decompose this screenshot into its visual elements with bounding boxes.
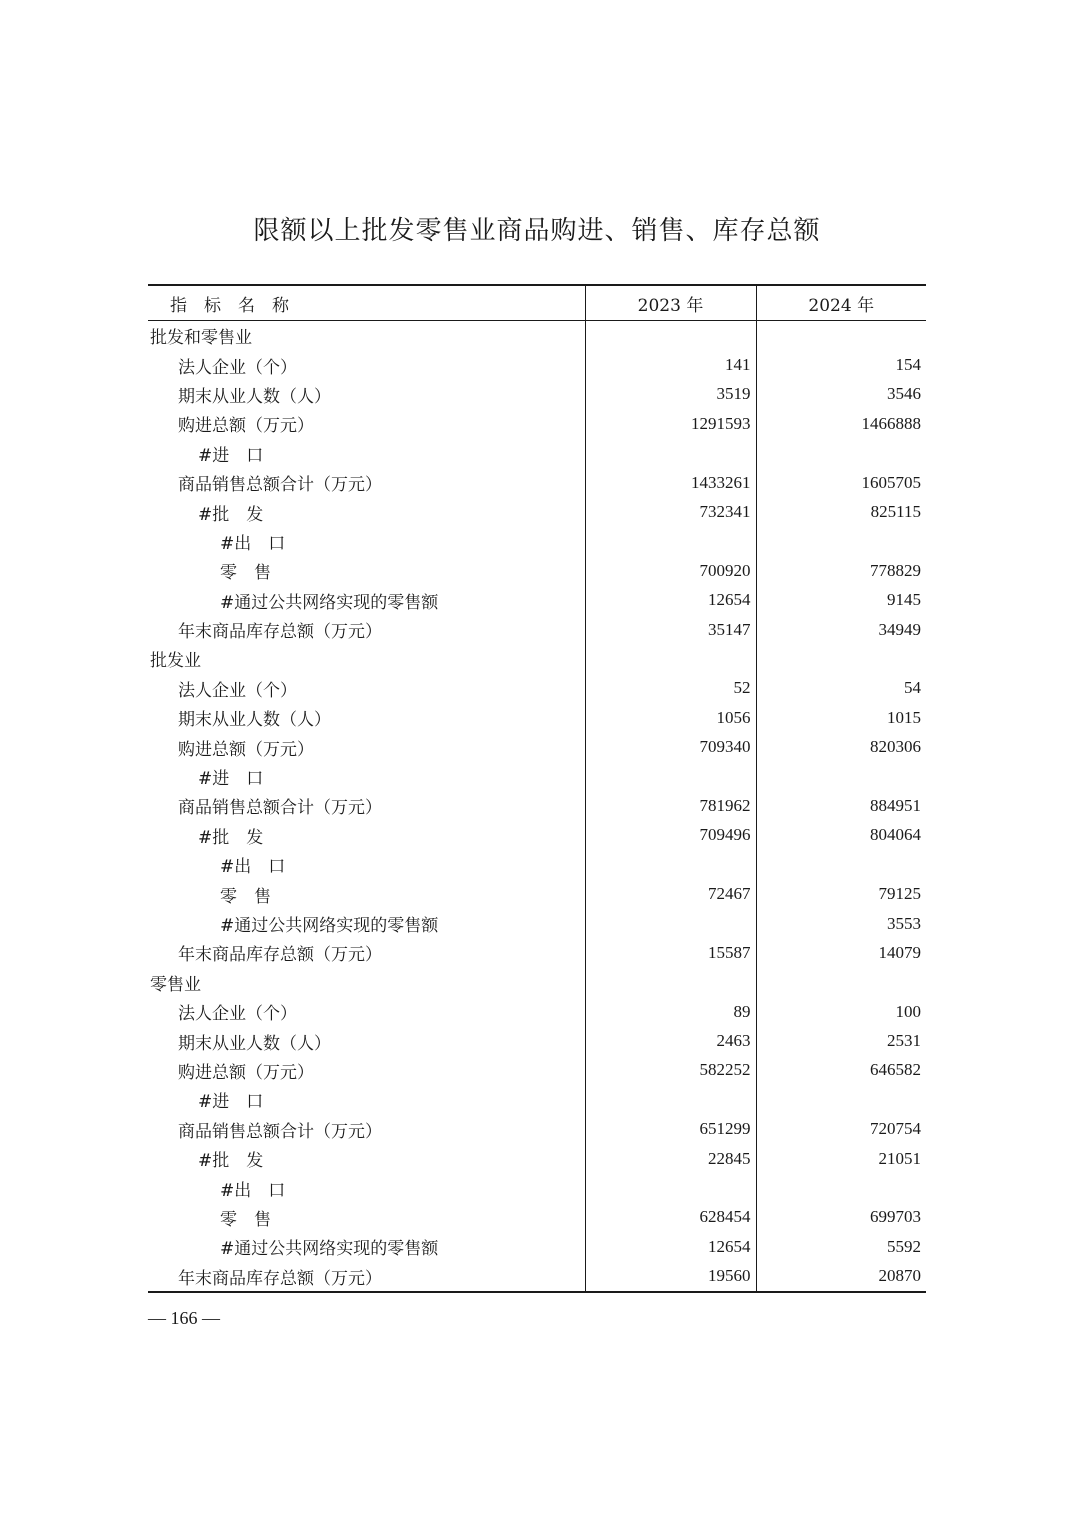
row-label: #进 口 [198, 445, 264, 466]
value-2023: 12654 [585, 586, 756, 615]
value-2024: 825115 [756, 497, 926, 526]
value-2024: 5592 [756, 1232, 926, 1261]
table-row [148, 1232, 926, 1261]
row-label: 零 售 [220, 886, 271, 907]
table-row [148, 468, 926, 497]
row-label: 法人企业（个） [178, 357, 297, 378]
table-row [148, 615, 926, 644]
page-title: 限额以上批发零售业商品购进、销售、库存总额 [253, 216, 821, 246]
value-2024 [756, 527, 926, 556]
value-2023: 582252 [585, 1056, 756, 1085]
table-row [148, 439, 926, 468]
row-label: #通过公共网络实现的零售额 [220, 1239, 439, 1260]
row-label: 年末商品库存总额（万元） [148, 1262, 585, 1292]
table-row [148, 703, 926, 732]
table-row [148, 997, 926, 1026]
table-row [148, 938, 926, 967]
value-2024: 778829 [756, 556, 926, 585]
value-2024: 3546 [756, 380, 926, 409]
row-label: 期末从业人数（人） [178, 1033, 331, 1054]
value-2024: 21051 [756, 1144, 926, 1173]
row-label: 期末从业人数（人） [178, 386, 331, 407]
value-2023: 709340 [585, 732, 756, 761]
row-label: #进 口 [198, 769, 264, 790]
row-label: #批 发 [198, 1151, 264, 1172]
table-row [148, 1144, 926, 1173]
value-2024 [756, 1173, 926, 1202]
value-2023: 651299 [585, 1115, 756, 1144]
value-2023: 72467 [585, 879, 756, 908]
value-2023 [585, 1085, 756, 1114]
value-2023: 15587 [585, 938, 756, 967]
value-2024 [756, 762, 926, 791]
value-2023 [585, 850, 756, 879]
value-2024 [756, 968, 926, 997]
stats-table [148, 284, 926, 1293]
table-row [148, 586, 926, 615]
row-label: 商品销售总额合计（万元） [178, 798, 382, 819]
value-2024: 720754 [756, 1115, 926, 1144]
table-row [148, 380, 926, 409]
table-row [148, 791, 926, 820]
table-row [148, 1203, 926, 1232]
value-2024: 820306 [756, 732, 926, 761]
value-2023: 52 [585, 674, 756, 703]
value-2024: 79125 [756, 879, 926, 908]
section-label: 批发业 [150, 651, 201, 672]
value-2023: 709496 [585, 821, 756, 850]
value-2023: 89 [585, 997, 756, 1026]
row-label: 购进总额（万元） [178, 739, 314, 760]
row-label: #出 口 [220, 1180, 286, 1201]
table-row [148, 1173, 926, 1202]
row-label: 年末商品库存总额（万元） [178, 945, 382, 966]
value-2023: 1056 [585, 703, 756, 732]
value-2024: 884951 [756, 791, 926, 820]
value-2024: 54 [756, 674, 926, 703]
table-row [148, 1056, 926, 1085]
page-number: — 166 — [148, 1308, 220, 1328]
row-label: #出 口 [220, 857, 286, 878]
header-2023: 2023 年 [585, 285, 756, 321]
value-2024: 3553 [756, 909, 926, 938]
row-label: #通过公共网络实现的零售额 [220, 916, 439, 936]
value-2023: 628454 [585, 1203, 756, 1232]
value-2024: 100 [756, 997, 926, 1026]
table-row [148, 1115, 926, 1144]
value-2023: 141 [585, 350, 756, 379]
value-2024 [756, 644, 926, 673]
value-2023 [585, 968, 756, 997]
row-label: #批 发 [198, 504, 264, 525]
value-2024: 646582 [756, 1056, 926, 1085]
table-body [148, 321, 926, 1292]
value-2024 [756, 439, 926, 468]
table-row [148, 762, 926, 791]
value-2023 [585, 1173, 756, 1202]
table-row [148, 732, 926, 761]
value-2023: 700920 [585, 556, 756, 585]
section-label: 批发和零售业 [150, 328, 252, 349]
value-2024: 14079 [756, 938, 926, 967]
table-row [148, 909, 926, 938]
value-2023: 35147 [585, 615, 756, 644]
value-2024: 699703 [756, 1203, 926, 1232]
value-2024: 154 [756, 350, 926, 379]
row-label: 法人企业（个） [178, 680, 297, 701]
value-2023 [585, 909, 756, 938]
row-label: 商品销售总额合计（万元） [178, 475, 382, 496]
value-2024: 1605705 [756, 468, 926, 497]
table-row [148, 644, 926, 673]
value-2023: 781962 [585, 791, 756, 820]
value-2024: 804064 [756, 821, 926, 850]
table-row [148, 350, 926, 379]
row-label: 期末从业人数（人） [178, 710, 331, 731]
table-row [148, 1085, 926, 1114]
value-2023 [585, 439, 756, 468]
header-2024: 2024 年 [756, 285, 926, 321]
table-row [148, 821, 926, 850]
row-label: 零 售 [220, 1209, 271, 1230]
section-label: 零售业 [150, 974, 201, 995]
header-indicator: 指 标 名 称 [148, 285, 585, 321]
table-row [148, 879, 926, 908]
table-row [148, 321, 926, 351]
value-2024 [756, 321, 926, 351]
table-row [148, 409, 926, 438]
row-label: #出 口 [220, 533, 286, 554]
value-2024 [756, 1085, 926, 1114]
table-row [148, 674, 926, 703]
value-2023 [585, 644, 756, 673]
table-row [148, 497, 926, 526]
table-row [148, 527, 926, 556]
table-row [148, 556, 926, 585]
row-label: #批 发 [198, 827, 264, 848]
value-2023: 22845 [585, 1144, 756, 1173]
row-label: #通过公共网络实现的零售额 [220, 592, 439, 613]
value-2023: 2463 [585, 1026, 756, 1055]
value-2024: 20870 [756, 1262, 926, 1292]
value-2024: 1015 [756, 703, 926, 732]
value-2023: 1291593 [585, 409, 756, 438]
stats-table-container [148, 284, 926, 1293]
row-label: 购进总额（万元） [178, 1062, 314, 1083]
value-2023 [585, 527, 756, 556]
row-label: 法人企业（个） [178, 1004, 297, 1025]
value-2023 [585, 321, 756, 351]
value-2023: 3519 [585, 380, 756, 409]
value-2023 [585, 762, 756, 791]
value-2024: 9145 [756, 586, 926, 615]
value-2024: 34949 [756, 615, 926, 644]
value-2023: 1433261 [585, 468, 756, 497]
table-row [148, 968, 926, 997]
row-label: 年末商品库存总额（万元） [178, 622, 382, 643]
row-label: 购进总额（万元） [178, 416, 314, 437]
row-label: 商品销售总额合计（万元） [178, 1121, 382, 1142]
value-2023: 19560 [585, 1262, 756, 1292]
table-row [148, 1026, 926, 1055]
value-2023: 732341 [585, 497, 756, 526]
row-label: 零 售 [220, 563, 271, 584]
row-label: #进 口 [198, 1092, 264, 1113]
table-row [148, 1262, 926, 1292]
value-2024 [756, 850, 926, 879]
table-row [148, 850, 926, 879]
value-2024: 1466888 [756, 409, 926, 438]
table-header-row [148, 285, 926, 321]
value-2023: 12654 [585, 1232, 756, 1261]
value-2024: 2531 [756, 1026, 926, 1055]
